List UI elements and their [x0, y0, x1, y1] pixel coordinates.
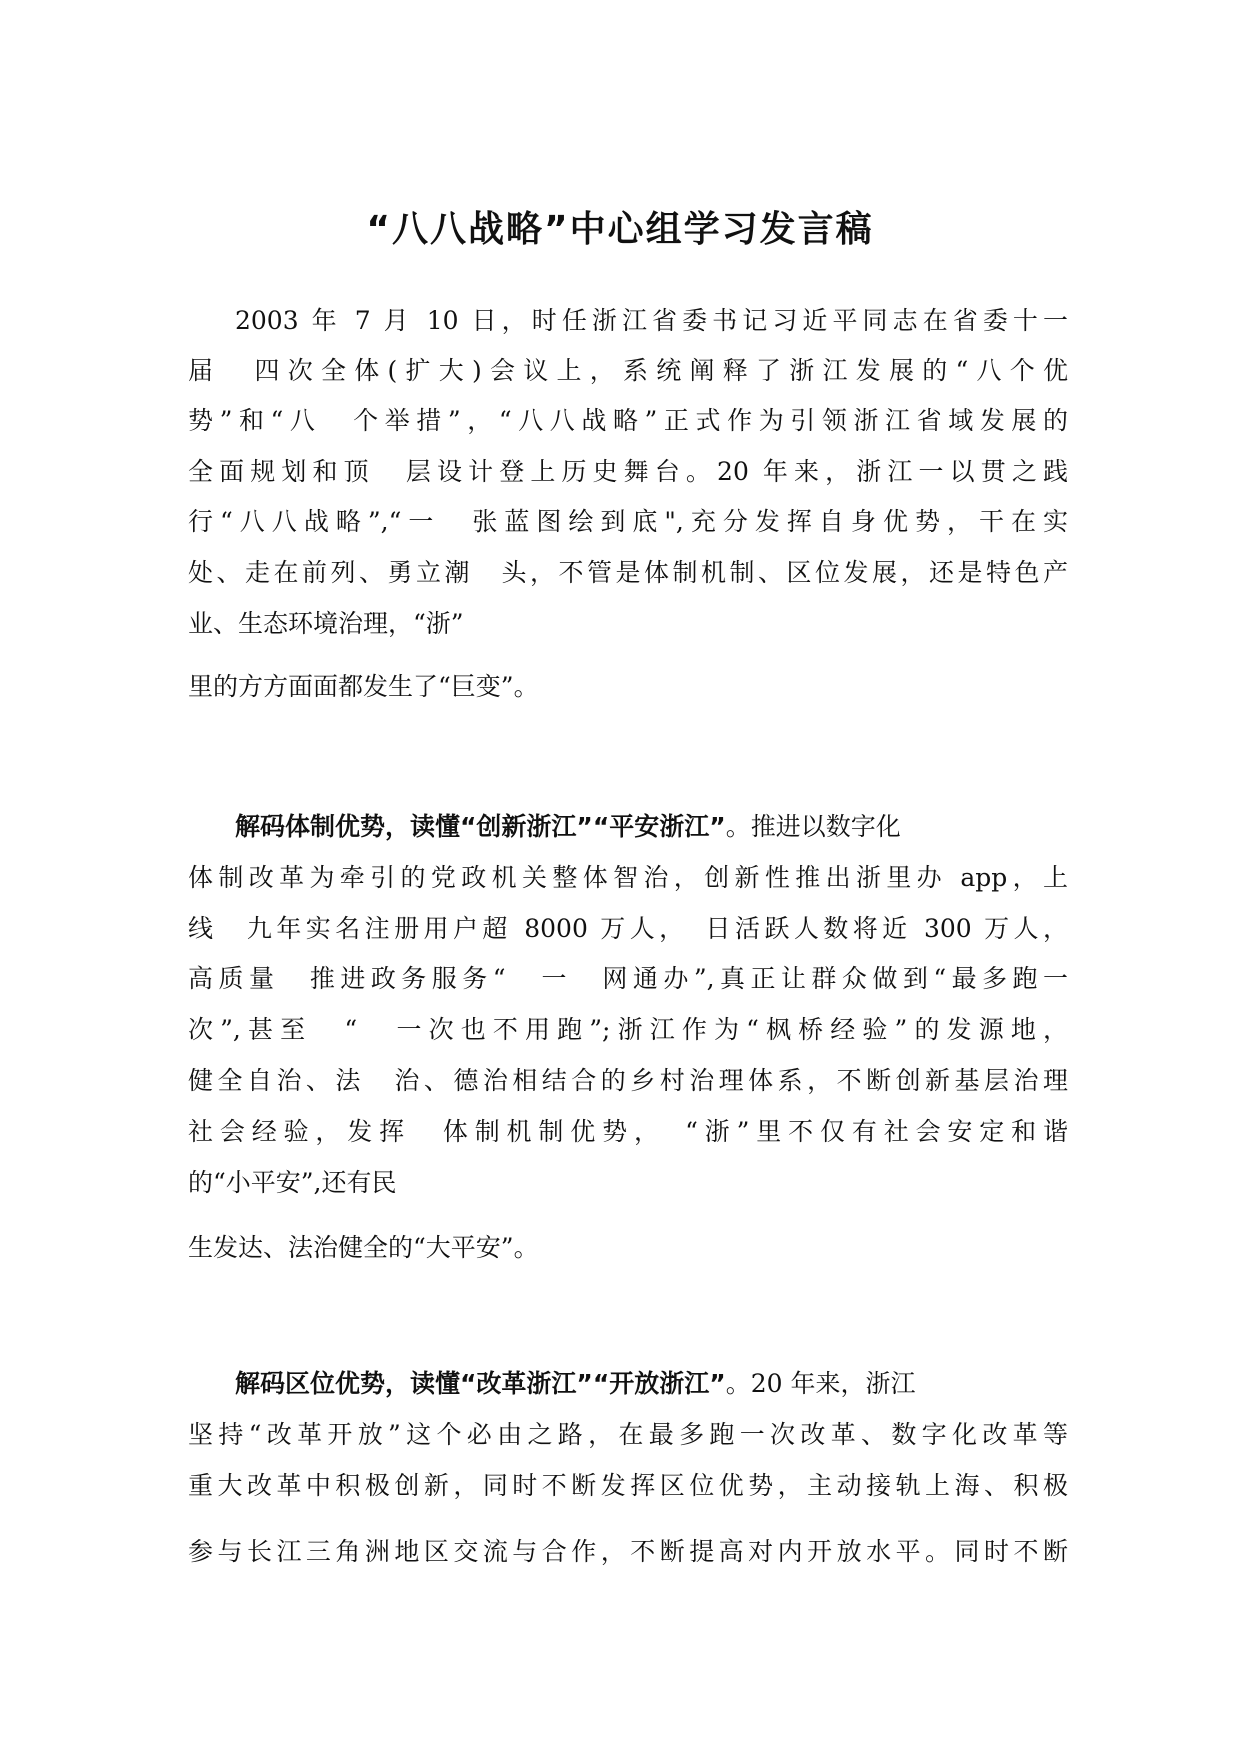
paragraph-2-heading-tail: 。推进以数字化	[725, 812, 901, 841]
paragraph-2-line-7: 的“小平安”,还有民	[188, 1168, 397, 1197]
paragraph-1-line-8: 里的方方面面都发生了“巨变”。	[188, 672, 539, 701]
paragraph-2-first-line	[235, 808, 1068, 846]
paragraph-1-line-3: 势”和“八 个举措”，“八八战略”正式作为引领浙江省域发展的	[188, 406, 1068, 435]
paragraph-1-line-6: 处、走在前列、勇立潮 头，不管是体制机制、区位发展，还是特色产	[188, 558, 1068, 587]
paragraph-1-line-1: 2003 年 7 月 10 日，时任浙江省委书记习近平同志在省委十一	[235, 306, 1068, 335]
paragraph-2-line-2: 线 九年实名注册用户超 8000 万人， 日活跃人数将近 300 万人，	[188, 914, 1068, 943]
paragraph-3-heading-tail: 。20 年来，浙江	[725, 1369, 916, 1398]
paragraph-1-line-5: 行“八八战略”,“一 张蓝图绘到底",充分发挥自身优势，干在实	[188, 507, 1068, 536]
paragraph-2-heading: 解码体制优势，读懂“创新浙江”“平安浙江”	[235, 812, 726, 841]
paragraph-2-line-6: 社会经验，发挥 体制机制优势， “浙”里不仅有社会安定和谐	[188, 1117, 1068, 1146]
paragraph-2-line-1: 体制改革为牵引的党政机关整体智治，创新性推出浙里办 app，上	[188, 863, 1068, 892]
paragraph-3-first-line	[235, 1365, 1068, 1403]
paragraph-2-line-8: 生发达、法治健全的“大平安”。	[188, 1233, 539, 1262]
paragraph-3-heading: 解码区位优势，读懂“改革浙江”“开放浙江”	[235, 1369, 726, 1398]
paragraph-2-line-5: 健全自治、法 治、德治相结合的乡村治理体系，不断创新基层治理	[188, 1066, 1068, 1095]
paragraph-1-line-2: 届 四次全体(扩大)会议上，系统阐释了浙江发展的“八个优	[188, 356, 1068, 385]
paragraph-3-line-3: 参与长江三角洲地区交流与合作，不断提高对内开放水平。同时不断	[188, 1537, 1068, 1566]
paragraph-1-line-7: 业、生态环境治理，“浙”	[188, 609, 464, 638]
paragraph-2-line-3: 高质量 推进政务服务“ 一 网通办”,真正让群众做到“最多跑一	[188, 964, 1068, 993]
paragraph-2-line-4: 次”,甚至 “ 一次也不用跑”;浙江作为“枫桥经验”的发源地，	[188, 1015, 1068, 1044]
paragraph-3-line-2: 重大改革中积极创新，同时不断发挥区位优势，主动接轨上海、积极	[188, 1471, 1068, 1500]
document-title: “八八战略”中心组学习发言稿	[366, 209, 874, 250]
paragraph-1-line-4: 全面规划和顶 层设计登上历史舞台。20 年来，浙江一以贯之践	[188, 457, 1068, 486]
paragraph-3-line-1: 坚持“改革开放”这个必由之路，在最多跑一次改革、数字化改革等	[188, 1420, 1068, 1449]
